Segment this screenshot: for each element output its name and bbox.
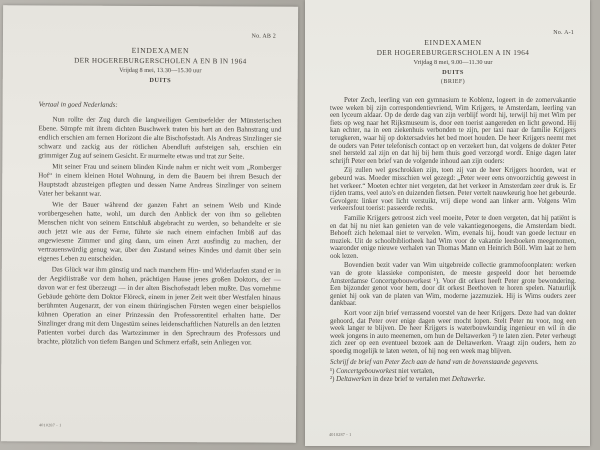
exam-date: Vrijdag 8 mei, 13.30—15.30 uur <box>119 66 202 75</box>
footnote-term: Concertgebouworkest <box>336 368 397 376</box>
paragraph: Bovendien bezit vader van Wim uitgebreide collectie grammofoonplaten: werken van de grote klassieke componisten, de meeste gespeeld door het beroemde Amsterdamse Concertgebouworkest ¹). Voor dit orkest heeft Peter grote bewondering. Een bijzonder genot voor hem, door dit orkest Beethoven te horen spelen. Natuurlijk geniet hij ook van de platen van Wim, moderne jazzmuziek. Hij is Wims ouders zeer dankbaar. <box>330 262 576 308</box>
exam-subject: DUITS <box>442 69 464 76</box>
exam-sheet-right <box>305 0 590 446</box>
footnote-text: in deze brief te vertalen met <box>371 375 452 383</box>
exam-subject-note: (BRIEF) <box>440 79 466 85</box>
exam-assignment: Schrijf de brief van Peter Zech aan de hand van de bovenstaande gegevens. <box>330 358 539 366</box>
paragraph: Wie der Bauer während der ganzen Fahrt an seinem Weib und Kinde vorübergesehen hatte, wohl, um durch den Anblick der von ihm so geliebten Menschen nicht von seinem Entschluß abgebracht zu werden, so behandelte er sie auch jetzt wie aus der Ferne, führte sie nach einem einfachen Imbiß auf das angewiesene Zimmer und ging dann, um einen Arzt ausfindig zu machen, der vertrauenswürdig genug war, über den Zustand seines Kindes und damit über sein eigenes Leben zu entscheiden. <box>37 200 282 263</box>
exam-text <box>37 100 281 349</box>
paragraph: Peter Zech, leerling van een gymnasium te Koblenz, logeert in de zomervakantie twee weken bij zijn correspondentievriend, Wim Krijgers, te Amsterdam, leerling van een lyceum aldaar. Op de derde dag van zijn verblijf wordt hij, terwijl hij met Wim per fiets op weg naar het Rijksmuseum is, door een toerist aangereden en licht gewond. Hij kan echter, na in een ziekenhuis verbonden te zijn, per taxi naar de familie Krijgers terugkeren, waar hij op doktersadvies het bed moet houden. De heer Krijgers neemt met de ouders van Peter telefonisch contact op en verzekert hun, dat volgens de dokter Peter snel hersteld zal zijn en dat hij bij hem thuis goed verzorgd wordt. Enige dagen later schrijft Peter een brief van de volgende inhoud aan zijn ouders: <box>330 97 576 165</box>
footnote-marker: ²) <box>330 375 337 383</box>
exam-number: No. A-1 <box>553 30 574 36</box>
paragraph: Familie Krijgers getroost zich veel moeite, Peter te doen vergeten, dat hij patiënt is en dat hij nu niet kan genieten van de vele vakantiegenoegens, die Amsterdam biedt. Behoeft zich helemaal niet te vervelen. Wim, evenals hij, houdt van goede lectuur en muziek. Uit de schoolbibliotheek had Wim voor de vakantie leesboeken meegenomen, waaronder enige nieuwe verhalen van Thomas Mann en Heinrich Böll. Wim laat ze hem ook lezen. <box>330 214 576 260</box>
exam-number: No. AB 2 <box>251 33 276 40</box>
footnote-marker: ¹) <box>330 368 337 376</box>
footnote-text: . <box>483 375 486 383</box>
paragraph: Das Glück war ihm günstig und nach manchem Hin- und Widerlaufen stand er in der Aegidiistraße vor dem hohen, prächtigen Hause jenes großen Doktors, der — davon war er fest überzeugt — in der alten Bischofsstadt leben mußte. Das vornehme Gebäude gehörte dem Doktor Flöreck, einem in jener Zeit weit über Westfalen hinaus berühmten Augenarzt, der von einem thüringischen Fürsten wegen einer beispiellos kühnen Operation an einer Prinzessin den Professorentitel erhalten hatte. Der Sinzlinger drang mit dem Ungestüm seines leidenschaftlichen Naturells an den letzten Patienten vorbei durch das Wartezimmer in den Sprechraum des Professors und brachte, plötzlich von tiefem Bangen und Schmerz erfaßt, sein Anliegen vor. <box>37 265 281 347</box>
exam-header <box>330 38 576 87</box>
exam-title: EINDEXAMEN <box>131 45 190 56</box>
print-code: 4010287 - 1 <box>329 432 352 437</box>
exam-title: EINDEXAMEN <box>424 38 482 47</box>
footnote-term: Deltawerke <box>451 375 484 383</box>
exam-school: DER HOGEREBURGERSCHOLEN A EN B IN 1964 <box>74 56 247 66</box>
footnote-text: niet vertalen, <box>396 368 435 376</box>
exam-sheet-left <box>1 5 298 443</box>
exam-date: Vrijdag 8 mei, 9.00—11.30 uur <box>413 59 493 66</box>
exam-instruction: Vertaal in goed Nederlands: <box>38 100 118 109</box>
exam-header <box>39 45 282 86</box>
paragraph: Kort voor zijn brief verrassend voorstel van de heer Krijgers. Deze had van dokter gehoord, dat Peter over enige dagen weer mocht lopen. Stelt Peter nu voor, nog een week langer te blijven. De heer Krijgers is waterbouwkundig ingenieur en wil in die week jongens in auto meenemen, om hun de Deltawerken ²) te laten zien. Peter verheugt zich zeer op een eventueel bezoek aan de Deltawerken. Vraagt zijn ouders, hem zo spoedig mogelijk te laten weten, of hij nog een week mag blijven. <box>330 310 576 355</box>
footnote <box>330 368 576 376</box>
exam-text <box>330 97 576 383</box>
footnote-term: Deltawerken <box>336 375 372 383</box>
exam-school: DER HOGEREBURGERSCHOLEN A IN 1964 <box>376 49 530 57</box>
paragraph: Nun rollte der Zug durch die langweiligen Gemüsefelder der Münsterischen Ebene. Sümpfe mit ihrem dichten Buschwerk traten bis hart an den Bahnstrang und endlich erschien am fernen Horizont die alte Bischofsstadt. Als Andreas Sinzlinger sie schwarz und zackig aus der rötlichen Abendluft aufsteigen sah, erschien ein grimmiger Zug auf seinem Gesicht. Er murmelte etwas und trat zur Seite. <box>38 115 282 161</box>
exam-subject: DUITS <box>149 76 172 85</box>
print-code: 4010287 - 1 <box>38 422 62 428</box>
paragraph: Zij zullen wel geschrokken zijn, toen zij van de heer Krijgers hoorden, wat er gebeurd was. Moeder misschien wel gezegd: „Peter weer eens onvoorzichtig geweest in het verkeer.“ Moeten echter niet vergeten, dat het verkeer in Amsterdam zeer druk is. Er rijden trams, veel auto's en duizenden fietsen. Peter vertelt nauwkeurig hoe het gebeurde. Gevolgen: linker voet licht verstuikt, vrij diepe wond aan linker arm. Volgens Wim verkeersfout toerist: passeerde rechts. <box>330 167 576 213</box>
paragraph: Mit seiner Frau und seinem blinden Kinde nahm er nicht weit vom „Romberger Hof“ in einem kleinen Hotel Wohnung, in dem die Bauern bei ihrem Besuch der Hauptstadt abzusteigen pflegten und dessen Name Andreas Sinzlinger von seinem Vater her bekannt war. <box>38 162 282 198</box>
footnote <box>330 376 576 384</box>
